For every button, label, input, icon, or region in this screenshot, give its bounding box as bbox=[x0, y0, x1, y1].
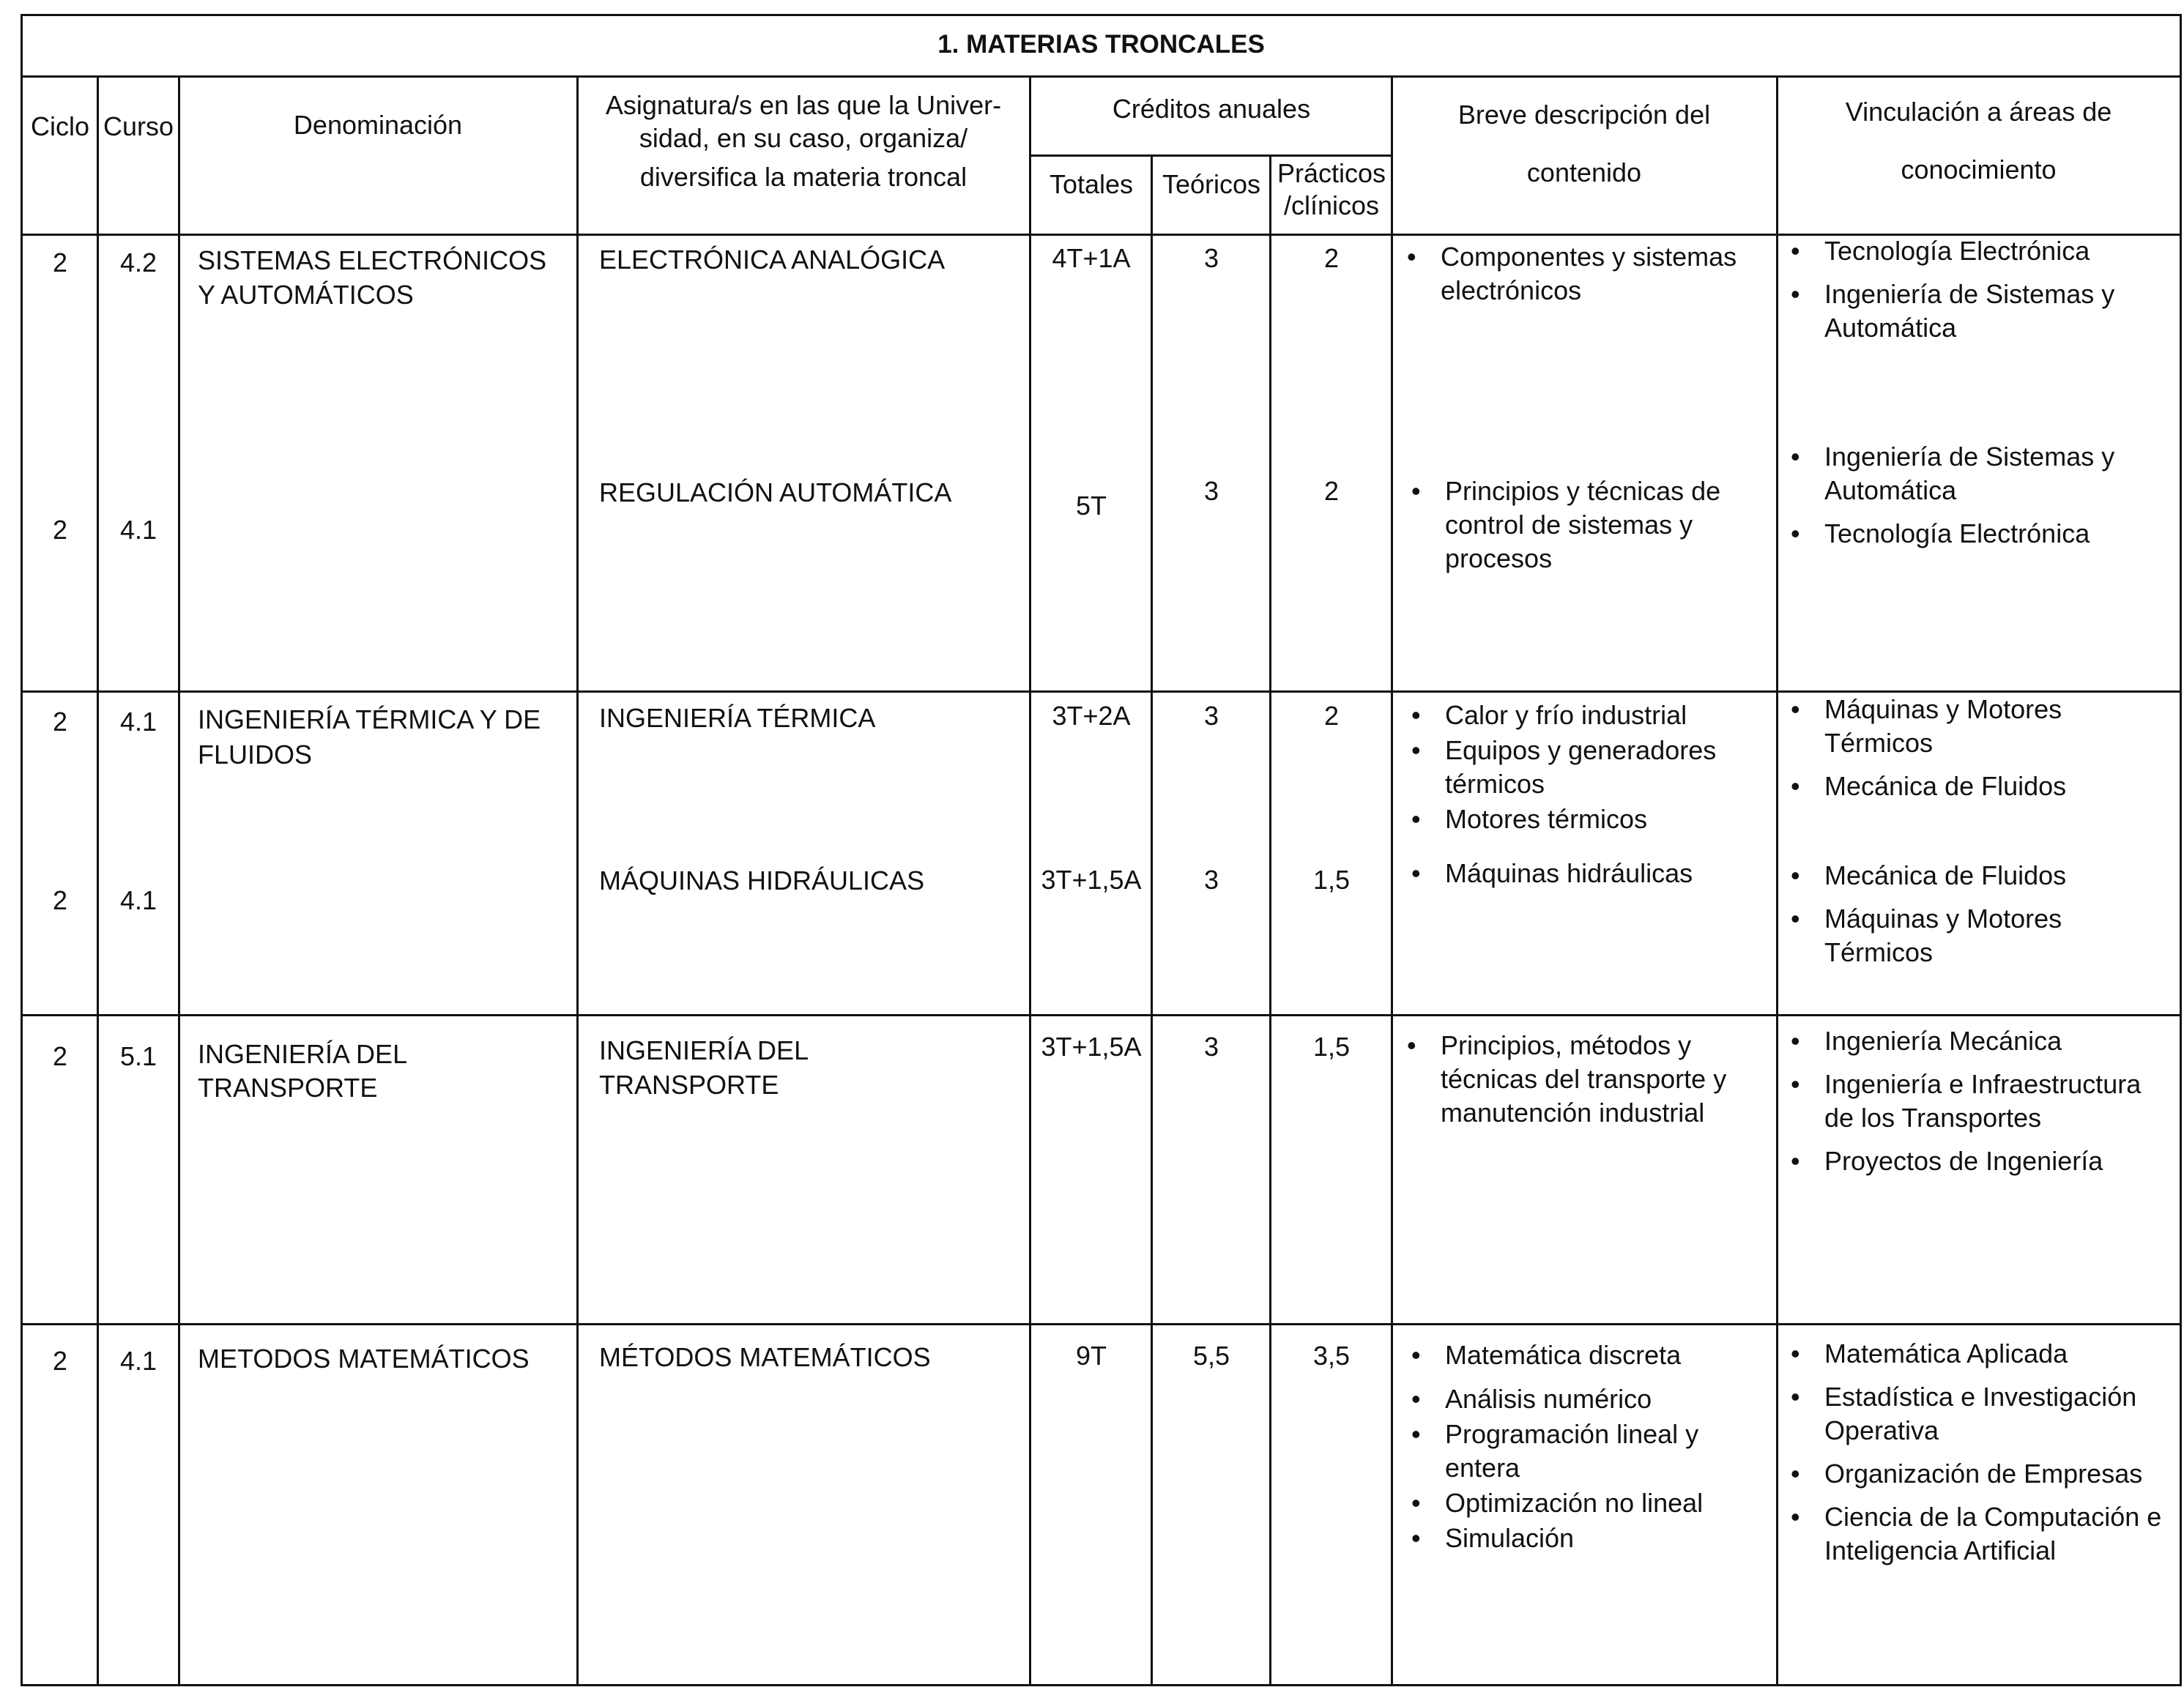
cell-teoricos: 3 bbox=[1203, 701, 1219, 731]
header-descripcion-line1: Breve descripción del bbox=[1457, 100, 1711, 130]
header-practicos-line2: /clínicos bbox=[1283, 190, 1380, 220]
cell-descripcion-list bbox=[1408, 857, 1760, 900]
cell-totales: 4T+1A bbox=[1052, 243, 1131, 273]
header-creditos: Créditos anuales bbox=[1112, 94, 1311, 124]
list-item: • Tecnología Electrónica bbox=[1788, 517, 2169, 551]
cell-denominacion-line2: TRANSPORTE bbox=[198, 1073, 378, 1103]
cell-curso: 4.1 bbox=[119, 515, 157, 545]
cell-areas-list bbox=[1788, 693, 2169, 813]
header-vinculacion-line2: conocimiento bbox=[1901, 154, 2057, 185]
cell-areas-list bbox=[1788, 1337, 2176, 1577]
list-item: • Estadística e Investigación Operativa bbox=[1788, 1380, 2176, 1448]
cell-denominacion-line2: Y AUTOMÁTICOS bbox=[198, 280, 414, 310]
list-item: • Mecánica de Fluidos bbox=[1788, 770, 2169, 803]
cell-totales: 3T+1,5A bbox=[1041, 1032, 1142, 1062]
list-item: • Mecánica de Fluidos bbox=[1788, 859, 2169, 893]
cell-denominacion-line2: FLUIDOS bbox=[198, 740, 313, 770]
rule-denominacion-asignatura bbox=[576, 75, 579, 1686]
cell-teoricos: 3 bbox=[1203, 1032, 1219, 1062]
cell-ciclo: 2 bbox=[52, 1346, 68, 1376]
cell-areas-list bbox=[1788, 859, 2169, 979]
list-item: • Matemática discreta bbox=[1408, 1338, 1760, 1372]
list-item: • Ingeniería Mecánica bbox=[1788, 1024, 2176, 1058]
list-item: • Principios, métodos y técnicas del transporte y manutención industrial bbox=[1404, 1029, 1770, 1130]
cell-descripcion-list bbox=[1404, 240, 1770, 317]
cell-descripcion-list bbox=[1408, 474, 1760, 585]
cell-areas-list bbox=[1788, 1024, 2176, 1188]
cell-curso: 4.1 bbox=[119, 1346, 157, 1376]
cell-areas-list bbox=[1788, 234, 2169, 354]
list-item: • Componentes y sistemas electrónicos bbox=[1404, 240, 1770, 308]
list-item: • Principios y técnicas de control de sistemas y procesos bbox=[1408, 474, 1760, 576]
cell-descripcion-list bbox=[1408, 1338, 1760, 1555]
cell-asignatura: ELECTRÓNICA ANALÓGICA bbox=[599, 245, 946, 275]
list-item: • Equipos y generadores térmicos bbox=[1408, 734, 1760, 801]
cell-ciclo: 2 bbox=[52, 885, 68, 915]
table-title: 1. MATERIAS TRONCALES bbox=[937, 30, 1265, 59]
cell-totales: 3T+1,5A bbox=[1041, 865, 1142, 895]
cell-curso: 4.1 bbox=[119, 707, 157, 737]
list-item: • Máquinas y Motores Térmicos bbox=[1788, 902, 2169, 969]
rule-curso-denominacion bbox=[178, 75, 180, 1686]
list-item: • Ciencia de la Computación e Inteligencia Artificial bbox=[1788, 1500, 2176, 1568]
list-item: • Tecnología Electrónica bbox=[1788, 234, 2169, 268]
cell-practicos: 2 bbox=[1323, 243, 1340, 273]
cell-practicos: 1,5 bbox=[1312, 1032, 1351, 1062]
cell-asignatura: INGENIERÍA TÉRMICA bbox=[599, 703, 876, 733]
rule-right bbox=[2180, 14, 2182, 1686]
header-asignatura-line2: sidad, en su caso, organiza/ bbox=[639, 123, 968, 153]
cell-areas-list bbox=[1788, 440, 2169, 560]
cell-totales: 5T bbox=[1075, 491, 1107, 521]
cell-teoricos: 5,5 bbox=[1192, 1341, 1230, 1371]
header-totales: Totales bbox=[1049, 169, 1134, 199]
header-asignatura-line3: diversifica la materia troncal bbox=[639, 162, 967, 192]
cell-asignatura-line1: INGENIERÍA DEL bbox=[599, 1035, 809, 1065]
cell-teoricos: 3 bbox=[1203, 865, 1219, 895]
cell-curso: 4.2 bbox=[119, 247, 157, 278]
cell-practicos: 1,5 bbox=[1312, 865, 1351, 895]
cell-practicos: 3,5 bbox=[1312, 1341, 1351, 1371]
list-item: • Motores térmicos bbox=[1408, 802, 1760, 836]
rule-group2-bottom bbox=[21, 1014, 2182, 1016]
list-item: • Calor y frío industrial bbox=[1408, 699, 1760, 732]
list-item: • Simulación bbox=[1408, 1522, 1760, 1555]
cell-teoricos: 3 bbox=[1203, 476, 1219, 506]
cell-teoricos: 3 bbox=[1203, 243, 1219, 273]
cell-descripcion-list bbox=[1404, 1029, 1770, 1139]
rule-bottom bbox=[21, 1684, 2182, 1686]
cell-asignatura-line2: TRANSPORTE bbox=[599, 1070, 779, 1100]
cell-denominacion: METODOS MATEMÁTICOS bbox=[198, 1344, 530, 1374]
list-item: • Máquinas y Motores Térmicos bbox=[1788, 693, 2169, 760]
cell-ciclo: 2 bbox=[52, 1041, 68, 1071]
header-vinculacion-line1: Vinculación a áreas de bbox=[1845, 97, 2112, 127]
header-practicos-line1: Prácticos bbox=[1277, 158, 1386, 188]
cell-denominacion-line1: SISTEMAS ELECTRÓNICOS bbox=[198, 245, 547, 275]
cell-asignatura: REGULACIÓN AUTOMÁTICA bbox=[599, 477, 952, 507]
header-teoricos: Teóricos bbox=[1162, 169, 1261, 199]
rule-ciclo-curso bbox=[97, 75, 99, 1686]
header-ciclo: Ciclo bbox=[30, 111, 89, 141]
list-item: • Análisis numérico bbox=[1408, 1382, 1760, 1416]
rule-descripcion-vinculacion bbox=[1776, 75, 1778, 1686]
cell-curso: 4.1 bbox=[119, 885, 157, 915]
header-denominacion: Denominación bbox=[293, 110, 463, 140]
cell-asignatura: MÁQUINAS HIDRÁULICAS bbox=[599, 865, 925, 895]
rule-top bbox=[21, 14, 2182, 16]
list-item: • Ingeniería de Sistemas y Automática bbox=[1788, 278, 2169, 345]
cell-practicos: 2 bbox=[1323, 476, 1340, 506]
rule-totales-teoricos bbox=[1151, 154, 1153, 1686]
header-curso: Curso bbox=[103, 111, 174, 141]
header-descripcion-line2: contenido bbox=[1526, 157, 1642, 187]
list-item: • Máquinas hidráulicas bbox=[1408, 857, 1760, 890]
cell-denominacion-line1: INGENIERÍA TÉRMICA Y DE bbox=[198, 704, 541, 734]
cell-practicos: 2 bbox=[1323, 701, 1340, 731]
list-item: • Programación lineal y entera bbox=[1408, 1418, 1760, 1485]
cell-totales: 9T bbox=[1075, 1341, 1107, 1371]
cell-curso: 5.1 bbox=[119, 1041, 157, 1071]
list-item: • Proyectos de Ingeniería bbox=[1788, 1144, 2176, 1178]
rule-teoricos-practicos bbox=[1269, 154, 1271, 1686]
list-item: • Ingeniería de Sistemas y Automática bbox=[1788, 440, 2169, 507]
list-item: • Ingeniería e Infraestructura de los Transportes bbox=[1788, 1068, 2176, 1135]
cell-descripcion-list bbox=[1408, 699, 1760, 838]
cell-totales: 3T+2A bbox=[1052, 701, 1131, 731]
cell-denominacion-line1: INGENIERÍA DEL bbox=[198, 1039, 408, 1069]
list-item: • Optimización no lineal bbox=[1408, 1486, 1760, 1520]
cell-ciclo: 2 bbox=[52, 707, 68, 737]
cell-ciclo: 2 bbox=[52, 515, 68, 545]
rule-group3-bottom bbox=[21, 1323, 2182, 1325]
list-item: • Matemática Aplicada bbox=[1788, 1337, 2176, 1371]
rule-title-bottom bbox=[21, 75, 2182, 78]
list-item: • Organización de Empresas bbox=[1788, 1457, 2176, 1491]
cell-ciclo: 2 bbox=[52, 247, 68, 278]
header-asignatura-line1: Asignatura/s en las que la Univer- bbox=[605, 90, 1002, 120]
cell-asignatura: MÉTODOS MATEMÁTICOS bbox=[599, 1342, 931, 1372]
